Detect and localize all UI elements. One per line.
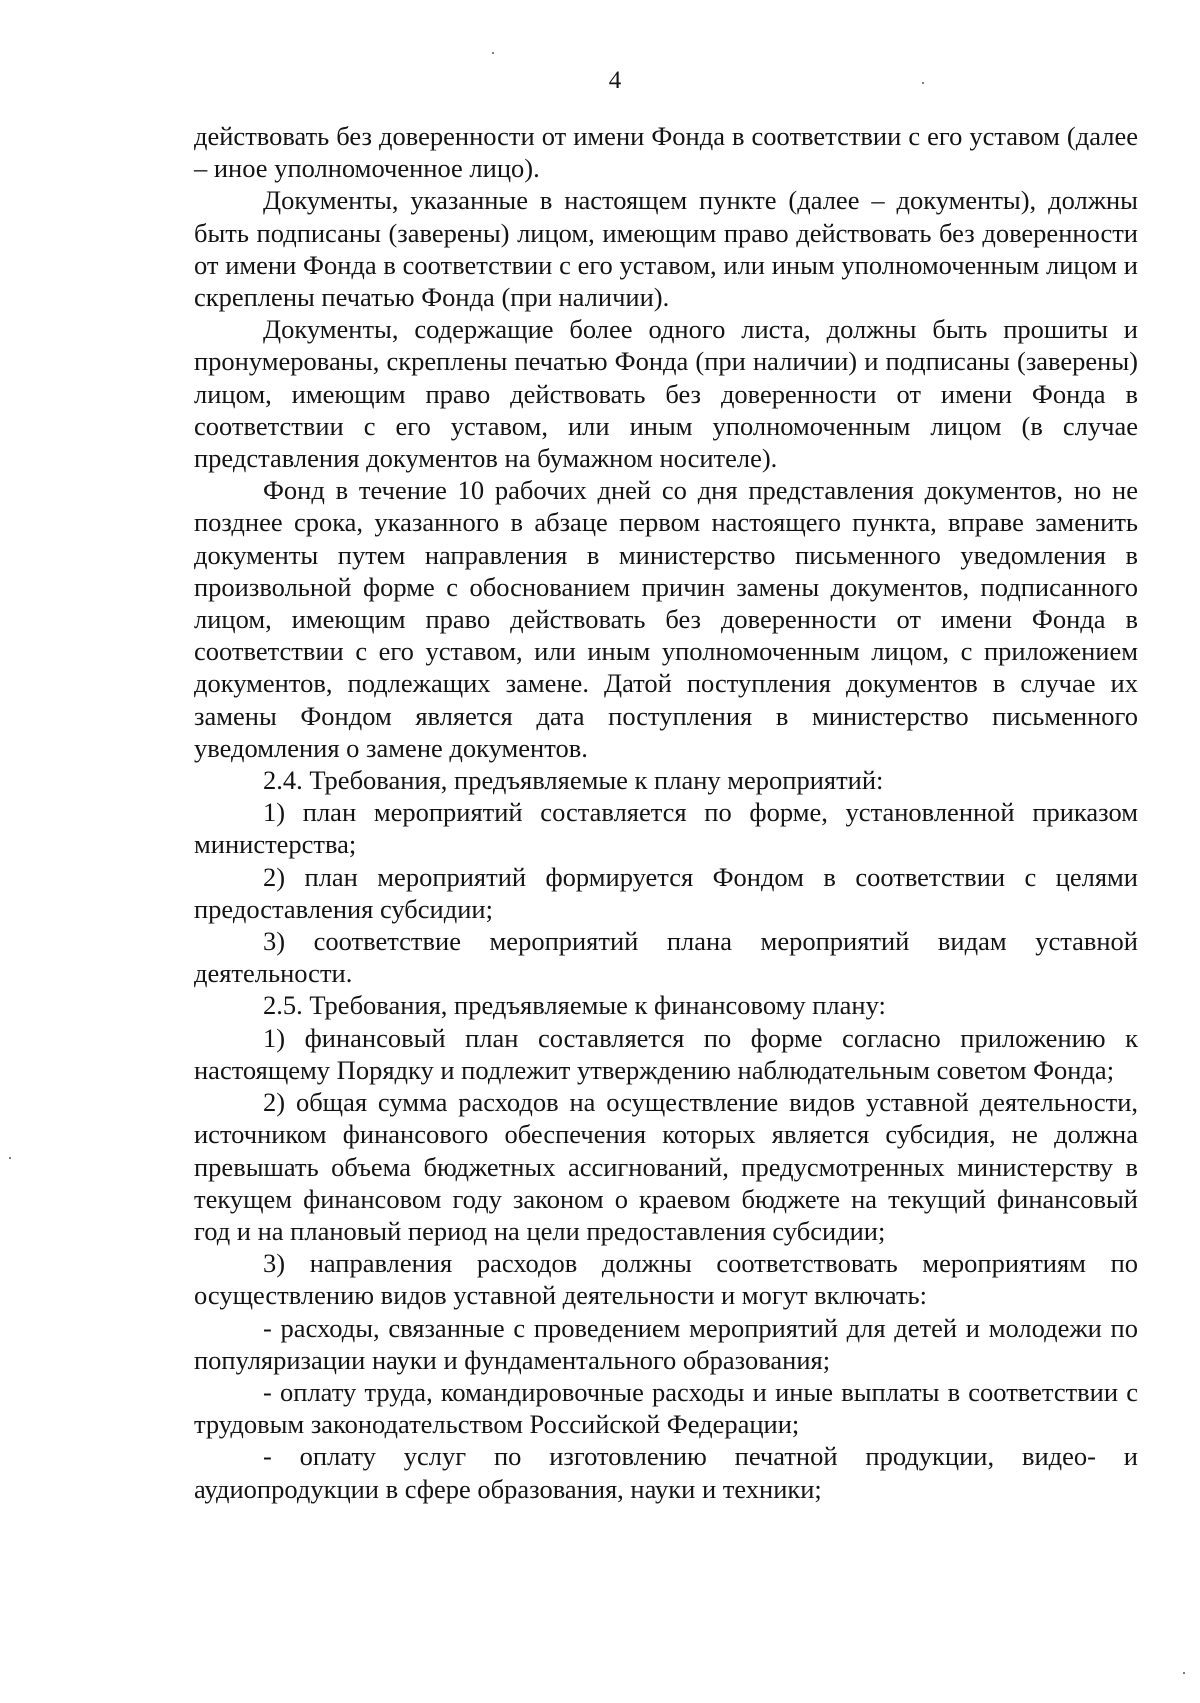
document-body <box>194 120 1138 1505</box>
paragraph-continuation: действовать без доверенности от имени Фонда в соответствии с его уставом (далее – иное уполномоченное лицо). <box>194 121 1138 184</box>
bullet-item-labor: - оплату труда, командировочные расходы и иные выплаты в соответствии с трудовым законодательством Российской Федерации; <box>194 1376 1138 1440</box>
list-item-2-4-1: 1) план мероприятий составляется по форме, установленной приказом министерства; <box>194 797 1138 860</box>
scan-speck <box>1183 1672 1185 1674</box>
paragraph-documents-binding: Документы, содержащие более одного листа, должны быть прошиты и пронумерованы, скреплены печатью Фонда (при наличии) и подписаны (заверены) лицом, имеющим право действовать без доверенности от имени Фонда в соответствии с его уставом, или иным уполномоченным лицом (в случае представления документов на бумажном носителе). <box>194 314 1138 474</box>
section-heading-2-4: 2.4. Требования, предъявляемые к плану мероприятий: <box>263 765 884 796</box>
list-item-2-4-2: 2) план мероприятий формируется Фондом в соответствии с целями предоставления субсидии; <box>194 861 1138 924</box>
scan-speck <box>492 52 494 54</box>
paragraph-documents-replacement: Фонд в течение 10 рабочих дней со дня представления документов, но не позднее срока, указанного в абзаце первом настоящего пункта, вправе заменить документы путем направления в министерство письменного уведомления в произвольной форме с обоснованием причин замены документов, подписанного лицом, имеющим право действовать без доверенности от имени Фонда в соответствии с его уставом, или иным уполномоченным лицом, с приложением документов, подлежащих замене. Датой поступления документов в случае их замены Фондом является дата поступления в министерство письменного уведомления о замене документов. <box>194 475 1138 763</box>
paragraph-documents-signing: Документы, указанные в настоящем пункте (далее – документы), должны быть подписаны (заверены) лицом, имеющим право действовать без доверенности от имени Фонда в соответствии с его уставом, или иным уполномоченным лицом и скреплены печатью Фонда (при наличии). <box>194 185 1138 313</box>
bullet-item-printing: - оплату услуг по изготовлению печатной продукции, видео- и аудиопродукции в сфере образования, науки и техники; <box>194 1441 1138 1504</box>
scan-speck <box>922 82 924 84</box>
page-number: 4 <box>608 67 622 94</box>
list-item-2-5-2: 2) общая сумма расходов на осуществление видов уставной деятельности, источником финансового обеспечения которых является субсидия, не должна превышать объема бюджетных ассигнований, предусмотренных министерству в текущем финансовом году законом о краевом бюджете на текущий финансовый год и на плановый период на цели предоставления субсидии; <box>194 1087 1138 1246</box>
list-item-2-4-3: 3) соответствие мероприятий плана мероприятий видам уставной деятельности. <box>194 926 1138 989</box>
section-heading-2-5: 2.5. Требования, предъявляемые к финансовому плану: <box>263 990 886 1021</box>
scan-speck <box>9 1157 11 1159</box>
list-item-2-5-3: 3) направления расходов должны соответствовать мероприятиям по осуществлению видов уставной деятельности и могут включать: <box>194 1248 1138 1311</box>
bullet-item-events: - расходы, связанные с проведением мероприятий для детей и молодежи по популяризации науки и фундаментального образования; <box>194 1312 1138 1375</box>
list-item-2-5-1: 1) финансовый план составляется по форме согласно приложению к настоящему Порядку и подлежит утверждению наблюдательным советом Фонда; <box>194 1022 1138 1085</box>
